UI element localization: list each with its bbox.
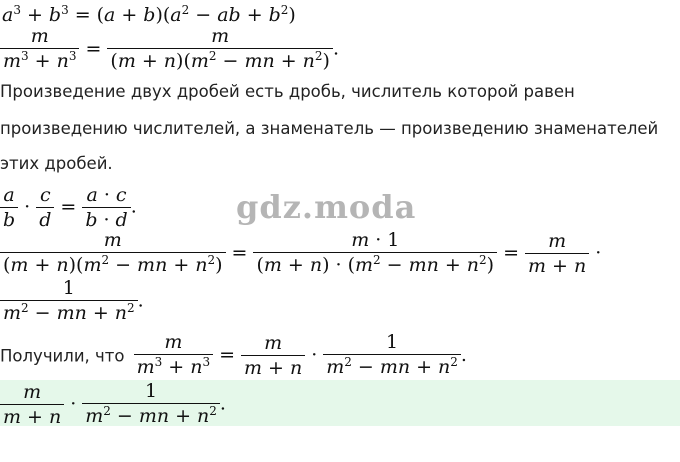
result-line (0, 330, 467, 381)
sum-of-cubes-formula: $a^3 + b^3 = (a + b)(a^2$ − ab + $b^2$) (2, 3, 296, 26)
rule-line-3: этих дробей. (0, 154, 113, 173)
answer-formula: $\frac{m}{m + n}$ · $\frac{1}{m^2 - mn + n^2}$ . (0, 379, 226, 430)
watermark-logo: gdz.moda (236, 188, 417, 226)
fraction-factorization: $\frac{m}{m^3 + n^3}$ = $\frac{m}{(m + n)(m^2 - mn + n^2)}$ . (0, 24, 339, 75)
result-intro: Получили, что (0, 346, 125, 366)
decomposition-step-cont: $\frac{1}{m^2 - mn + n^2}$ . (0, 276, 144, 327)
rule-line-2: произведению числителей, а знаменатель — произведению знаменателей (0, 119, 659, 138)
rule-line-1: Произведение двух дробей есть дробь, числитель которой равен (0, 82, 575, 101)
fraction-m-over-sum-of-cubes: $\frac{m}{m^3 + n^3}$ (0, 24, 79, 75)
result-formula: $\frac{m}{m^3 + n^3}$ = $\frac{m}{m + n}$ · $\frac{1}{m^2 - mn + n^2}$ . (134, 344, 467, 366)
product-of-fractions-rule: $\frac{a}{b}$ · $\frac{c}{d}$ = $\frac{a \cdot c}{b \cdot d}$ . (0, 183, 137, 232)
decomposition-step: $\frac{m}{(m + n)(m^2 - mn + n^2)}$ = $\frac{m \cdot 1}{(m + n) \cdot (m^2 - mn + n^2)}$ = $\frac{m}{m + n}$ · (0, 228, 607, 279)
fraction-m-over-factored: $\frac{m}{(m + n)(m^2 - mn + n^2)}$ (107, 24, 333, 75)
